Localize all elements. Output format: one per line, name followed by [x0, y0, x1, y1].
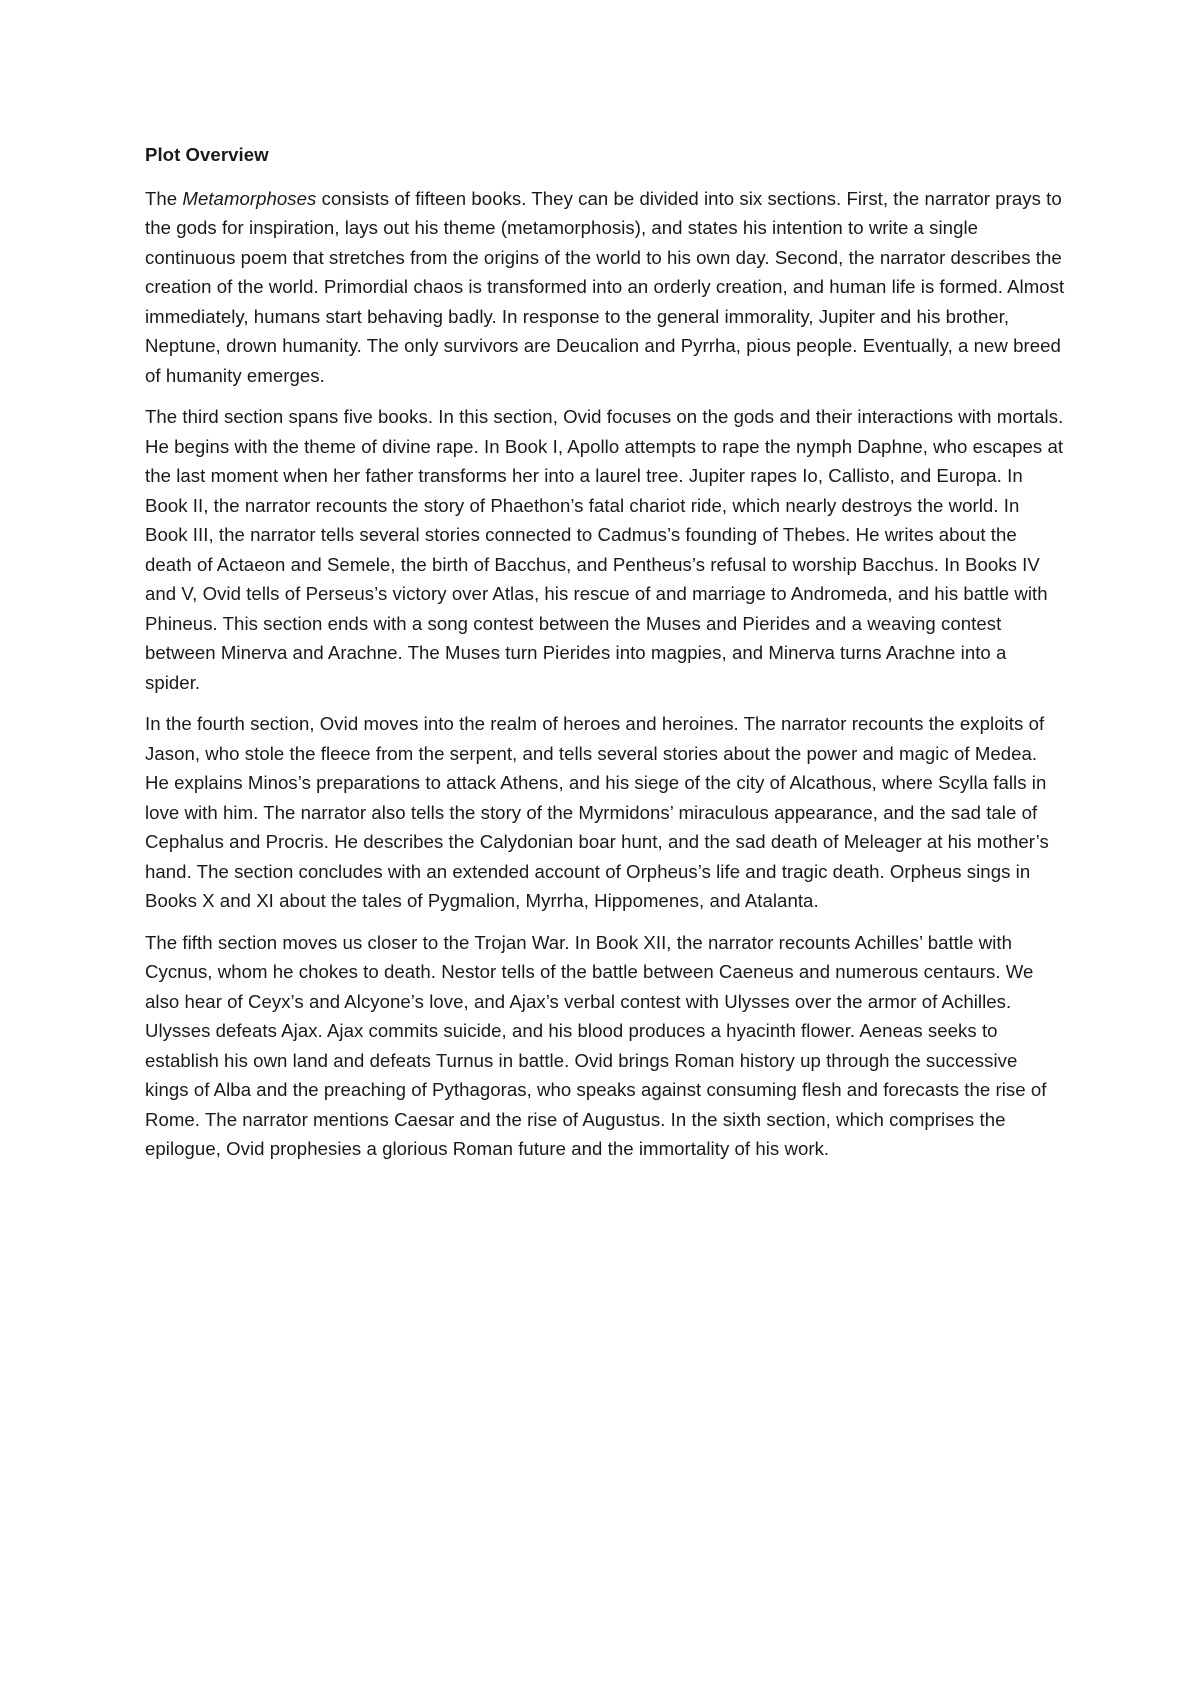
book-title-italic: Metamorphoses	[182, 187, 317, 209]
paragraph-2: The third section spans five books. In this section, Ovid focuses on the gods and their interactions with mortals. He begins with the theme of divine rape. In Book I, Apollo attempts to rape the nymph Daphne, who escapes at the last moment when her father transforms her into a laurel tree. Jupiter rapes Io, Callisto, and Europa. In Book II, the narrator recounts the story of Phaethon’s fatal chariot ride, which nearly destroys the world. In Book III, the narrator tells several stories connected to Cadmus’s founding of Thebes. He writes about the death of Actaeon and Semele, the birth of Bacchus, and Pentheus’s refusal to worship Bacchus. In Books IV and V, Ovid tells of Perseus’s victory over Atlas, his rescue of and marriage to Andromeda, and his battle with Phineus. This section ends with a song contest between the Muses and Pierides and a weaving contest between Minerva and Arachne. The Muses turn Pierides into magpies, and Minerva turns Arachne into a spider.	[145, 406, 1064, 693]
document-body	[145, 140, 1065, 1176]
paragraph-3: In the fourth section, Ovid moves into the realm of heroes and heroines. The narrator recounts the exploits of Jason, who stole the fleece from the serpent, and tells several stories about the power and magic of Medea. He explains Minos’s preparations to attack Athens, and his siege of the city of Alcathous, where Scylla falls in love with him. The narrator also tells the story of the Myrmidons’ miraculous appearance, and the sad tale of Cephalus and Procris. He describes the Calydonian boar hunt, and the sad death of Meleager at his mother’s hand. The section concludes with an extended account of Orpheus’s life and tragic death. Orpheus sings in Books X and XI about the tales of Pygmalion, Myrrha, Hippomenes, and Atalanta.	[145, 713, 1049, 911]
paragraph-1-text: consists of fifteen books. They can be divided into six sections. First, the narrator prays to the gods for inspiration, lays out his theme (metamorphosis), and states his intention to write a single continuous poem that stretches from the origins of the world to his own day. Second, the narrator describes the creation of the world. Primordial chaos is transformed into an orderly creation, and human life is formed. Almost immediately, humans start behaving badly. In response to the general immorality, Jupiter and his brother, Neptune, drown humanity. The only survivors are Deucalion and Pyrrha, pious people. Eventually, a new breed of humanity emerges.	[145, 187, 1065, 386]
paragraph-4: The fifth section moves us closer to the Trojan War. In Book XII, the narrator recounts Achilles’ battle with Cycnus, whom he chokes to death. Nestor tells of the battle between Caeneus and numerous centaurs. We also hear of Ceyx’s and Alcyone’s love, and Ajax’s verbal contest with Ulysses over the armor of Achilles. Ulysses defeats Ajax. Ajax commits suicide, and his blood produces a hyacinth flower. Aeneas seeks to establish his own land and defeats Turnus in battle. Ovid brings Roman history up through the successive kings of Alba and the preaching of Pythagoras, who speaks against consuming flesh and forecasts the rise of Rome. The narrator mentions Caesar and the rise of Augustus. In the sixth section, which comprises the epilogue, Ovid prophesies a glorious Roman future and the immortality of his work.	[145, 931, 1047, 1159]
paragraph-1	[145, 184, 1065, 391]
paragraph-1-lead: The	[145, 187, 183, 209]
document-heading: Plot Overview	[145, 144, 269, 165]
